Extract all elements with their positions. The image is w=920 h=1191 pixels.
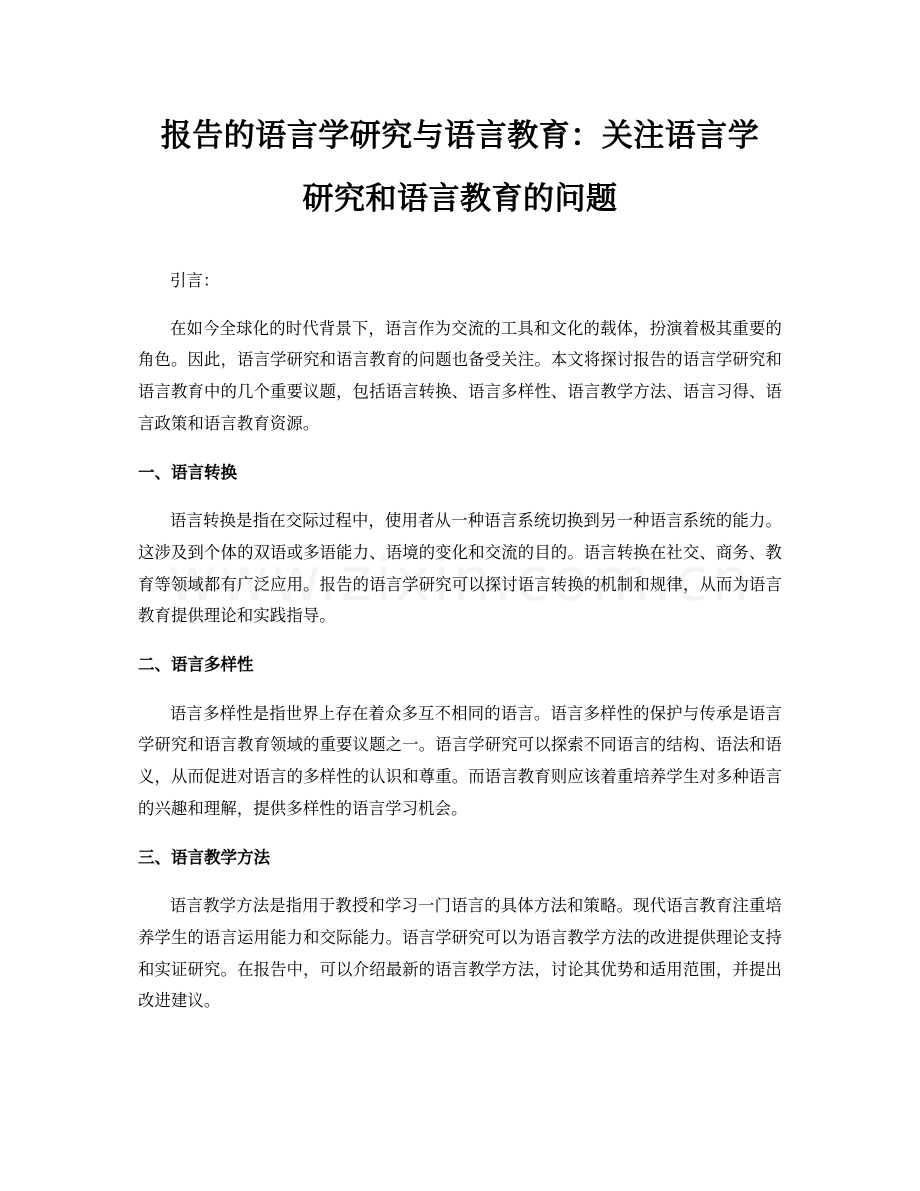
title-line-2: 研究和语言教育的问题 [302, 181, 618, 217]
section-paragraph-1: 语言转换是指在交际过程中，使用者从一种语言系统切换到另一种语言系统的能力。这涉及到个体的双语或多语能力、语境的变化和交流的目的。语言转换在社交、商务、教育等领域都有广泛应用。报告的语言学研究可以探讨语言转换的机制和规律，从而为语言教育提供理论和实践指导。 [138, 511, 782, 626]
section-heading-2: 二、语言多样性 [138, 655, 254, 675]
section-paragraph-2: 语言多样性是指世界上存在着众多互不相同的语言。语言多样性的保护与传承是语言学研究和语言教育领域的重要议题之一。语言学研究可以探索不同语言的结构、语法和语义，从而促进对语言的多样性的认识和尊重。而语言教育则应该着重培养学生对多种语言的兴趣和理解，提供多样性的语言学习机会。 [138, 703, 782, 818]
section-paragraph-3: 语言教学方法是指用于教授和学习一门语言的具体方法和策略。现代语言教育注重培养学生的语言运用能力和交际能力。语言学研究可以为语言教学方法的改进提供理论支持和实证研究。在报告中，可以介绍最新的语言教学方法，讨论其优势和适用范围，并提出改进建议。 [138, 896, 782, 1011]
title-line-1: 报告的语言学研究与语言教育：关注语言学 [160, 118, 760, 154]
intro-label: 引言： [170, 271, 220, 290]
intro-paragraph: 在如今全球化的时代背景下，语言作为交流的工具和文化的载体，扮演着极其重要的角色。因此，语言学研究和语言教育的问题也备受关注。本文将探讨报告的语言学研究和语言教育中的几个重要议题，包括语言转换、语言多样性、语言教学方法、语言习得、语言政策和语言教育资源。 [138, 318, 782, 433]
section-heading-3: 三、语言教学方法 [138, 847, 270, 867]
document-title [138, 105, 782, 231]
section-heading-1: 一、语言转换 [138, 462, 237, 482]
